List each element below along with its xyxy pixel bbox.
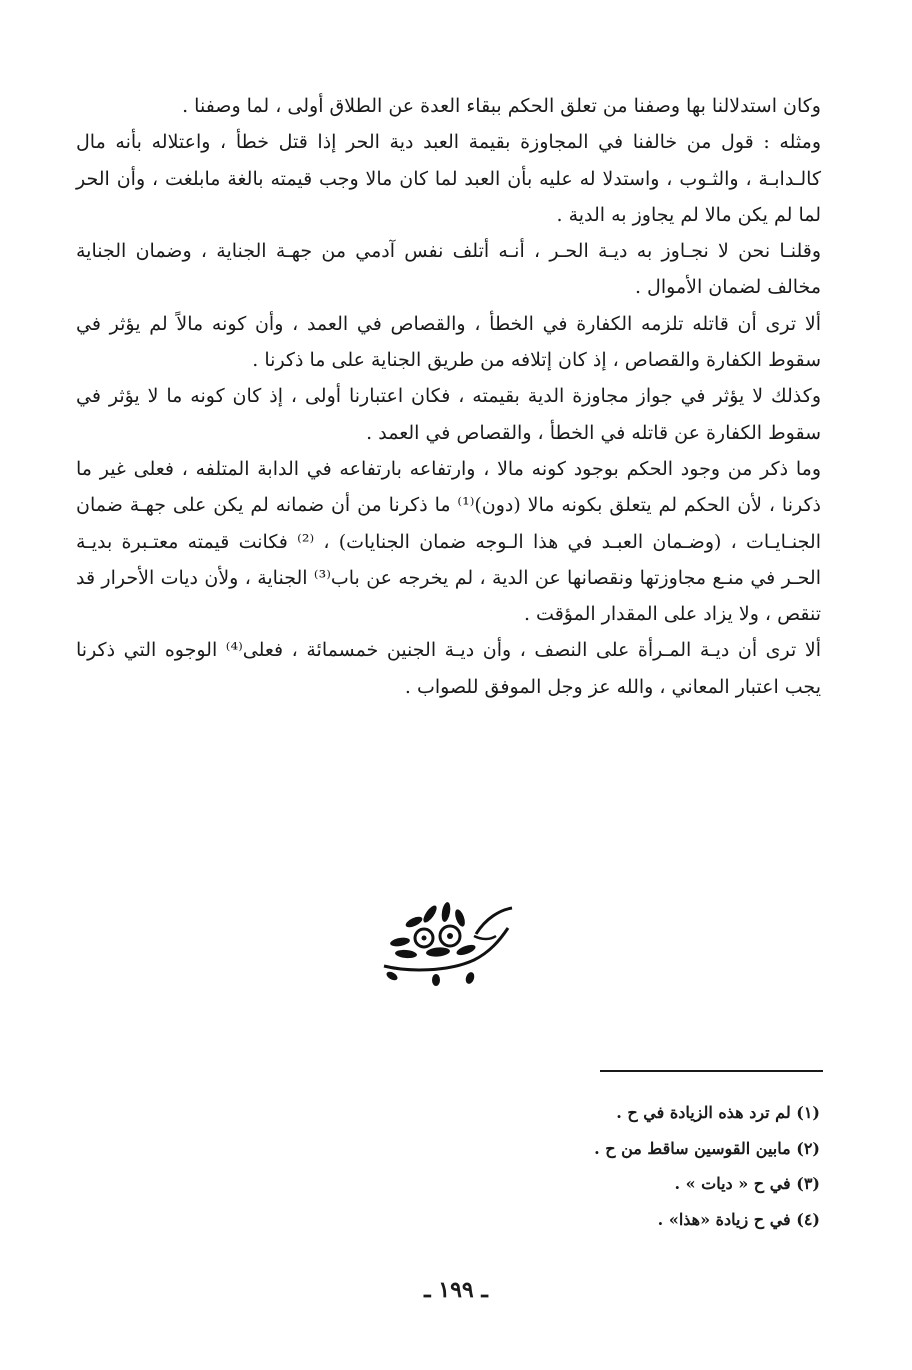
paragraph-2: ومثله : قول من خالفنا في المجاوزة بقيمة العبد دية الحر إذا قتل خطأ ، واعتلاله بأنه مال كالـدابـة ، والثـوب ، واستدلا له عليه بأن العبد لما كان مالا وجب قيمته بالغة مابلغت ، وأن الحر لما لم يكن مالا لم يجاوز به الدية .	[76, 131, 821, 226]
footnote-1: (١) لم ترد هذه الزيادة في ح .	[616, 1103, 820, 1122]
footnote-separator	[600, 1070, 823, 1072]
paragraph-7: ألا ترى أن ديـة المـرأة على النصف ، وأن ديـة الجنين خمسمائة ، فعلى⁽⁴⁾ الوجوه التي ذكرنا يجب اعتبار المعاني ، والله عز وجل الموفق للصواب .	[76, 639, 822, 698]
paragraph-6: وما ذكر من وجود الحكم بوجود كونه مالا ، وارتفاعه بارتفاعه في الدابة المتلفه ، فعلى غير ما ذكرنا ، لأن الحكم لم يتعلق بكونه مالا (دون)⁽¹⁾ ما ذكرنا من أن ضمانه لم يكن على جهـة ضمان الجنـايـات ، (وضـمان العبـد في هذا الـوجه ضمان الجنايات) ، ⁽²⁾ فكانت قيمته معتـبرة بديـة الحـر في منـع مجاوزتها ونقصانها عن الدية ، لم يخرجه عن باب⁽³⁾ الجناية ، ولأن ديات الأحرار قد تنقص ، ولا يزاد على المقدار المؤقت .	[76, 457, 822, 626]
paragraph-3: وقلنـا نحن لا نجـاوز به ديـة الحـر ، أنـه أتلف نفس آدمي من جهـة الجناية ، وضمان الجناية مخالف لضمان الأموال .	[76, 240, 821, 299]
paragraph-4: ألا ترى أن قاتله تلزمه الكفارة في الخطأ ، والقصاص في العمد ، وأن كونه مالاً لم يؤثر في سقوط الكفارة والقصاص ، إذ كان إتلافه من طريق الجناية على ما ذكرنا .	[76, 312, 821, 372]
footnotes	[420, 1095, 820, 1237]
footnote-4: (٤) في ح زيادة «هذا» .	[657, 1209, 820, 1229]
paragraph-5: وكذلك لا يؤثر في جواز مجاوزة الدية بقيمته ، فكان اعتبارنا أولى ، إذ كان كونه ما لا يؤثر في سقوط الكفارة عن قاتله في الخطأ ، والقصاص في العمد .	[76, 385, 821, 444]
floral-vignette-icon	[378, 900, 514, 988]
footnote-3: (٣) في ح « ديات » .	[674, 1174, 820, 1193]
main-text	[76, 88, 821, 705]
paragraph-1: وكان استدلالنا بها وصفنا من تعلق الحكم ببقاء العدة عن الطلاق أولى ، لما وصفنا .	[182, 95, 821, 117]
page-number: ـ ١٩٩ ـ	[424, 1277, 488, 1303]
footnote-2: (٢) مابين القوسين ساقط من ح .	[594, 1138, 820, 1158]
